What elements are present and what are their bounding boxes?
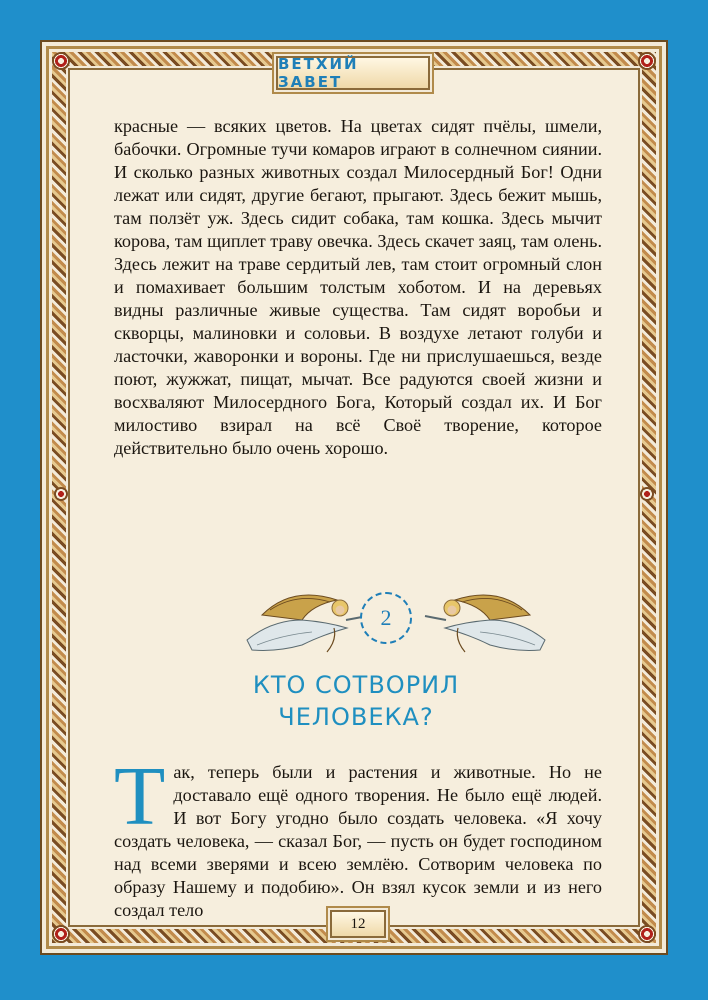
corner-rosette-icon: [638, 925, 656, 943]
chapter-title-line: КТО СОТВОРИЛ: [252, 671, 460, 699]
chapter-number: 2: [380, 605, 392, 630]
corner-rosette-icon: [52, 925, 70, 943]
section-title: ВЕТХИЙ ЗАВЕТ: [278, 55, 359, 91]
chapter-number-badge: [360, 592, 412, 644]
side-rosette-icon: [640, 487, 654, 501]
chapter-ornament: [242, 580, 550, 660]
section-header-plate: [276, 56, 430, 90]
paragraph: ак, теперь были и растения и животные. Но не доставало ещё одного творения. Не было ещё людей. И вот Богу угодно было создать человека. «Я хочу создать человека, — сказал Бог, — пусть он будет господином над всеми зверями и всею землёю. Сотворим человека по образу Нашему и подобию». Он взял кусок земли и из него создал тело: [114, 762, 602, 920]
drop-cap: Т: [114, 750, 166, 843]
body-text-top: [114, 115, 602, 460]
side-rosette-icon: [54, 487, 68, 501]
page-number: 12: [350, 915, 366, 932]
body-text-bottom: [114, 750, 602, 922]
book-page: [40, 40, 668, 955]
paragraph: красные — всяких цветов. На цветах сидят пчёлы, шмели, бабочки. Огромные тучи комаров играют в солнечном сиянии. И сколько разных животных создал Милосердный Бог! Одни лежат или сидят, другие бегают, прыгают. Здесь бежит мышь, там ползёт уж. Здесь сидит собака, там кошка. Здесь мычит корова, там щиплет траву овечка. Здесь скачет заяц, там олень. Здесь лежит на траве сердитый лев, там стоит огромный слон и помахивает большим толстым хоботом. И на деревьях видны различные живые существа. Там сидят воробьи и скворцы, малиновки и соловьи. В воздухе летают голуби и ласточки, жаворонки и вороны. Где ни прислушаешься, везде поют, жужжат, пищат, мычат. Все радуются своей жизни и восхваляют Милосердного Бога, Который создал их. И Бог милостиво взирал на всё Своё творение, которое действительно было очень хорошо.: [114, 116, 602, 458]
corner-rosette-icon: [52, 52, 70, 70]
chapter-title-line: ЧЕЛОВЕКА?: [278, 703, 434, 731]
chapter-title: [62, 669, 650, 733]
corner-rosette-icon: [638, 52, 656, 70]
page-number-plate: [330, 910, 386, 938]
